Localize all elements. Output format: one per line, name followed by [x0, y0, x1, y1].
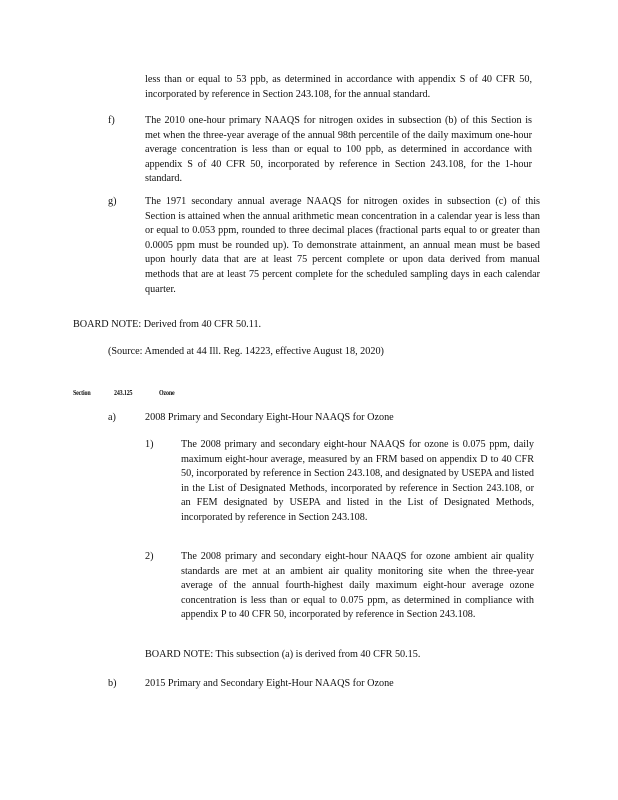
item-a1-text: The 2008 primary and secondary eight-hour NAAQS for ozone is 0.075 ppm, daily maximum eight-hour average, measured by an FRM based on appendix D to 40 CFR 50, incorporated by reference in Section 243.108, and designated by USEPA and listed in the List of Designated Methods, incorporated by reference in Section 243.108, or an FEM designated by USEPA and listed in the List of Designated Methods, incorporated by reference in Section 243.108.	[181, 439, 534, 523]
continued-paragraph: less than or equal to 53 ppb, as determined in accordance with appendix S of 40 CFR 50, incorporated by reference in Section 243.108, for the annual standard.	[145, 74, 532, 100]
section-number: 243.125	[114, 388, 133, 397]
item-a-label: a)	[108, 412, 116, 423]
item-a2-label: 2)	[145, 551, 154, 562]
item-b-heading: 2015 Primary and Secondary Eight-Hour NAAQS for Ozone	[145, 678, 394, 689]
section-word: Section	[73, 388, 91, 397]
item-g-label: g)	[108, 196, 117, 207]
item-f-label: f)	[108, 115, 115, 126]
item-g-text: The 1971 secondary annual average NAAQS for nitrogen oxides in subsection (c) of this Section is attained when the annual arithmetic mean concentration in a calendar year is less than or equal to 0.053 ppm, rounded to three decimal places (fractional parts equal to or greater than 0.0005 ppm must be rounded up). To demonstrate attainment, an annual mean must be based upon hourly data that are at least 75 percent complete or upon data derived from manual methods that are at least 75 percent complete for the scheduled sampling days in each calendar quarter.	[145, 196, 540, 295]
item-f-text: The 2010 one-hour primary NAAQS for nitrogen oxides in subsection (b) of this Section is met when the three-year average of the annual 98th percentile of the daily maximum one-hour average concentration is less than or equal to 100 ppb, as determined in accordance with appendix S of 40 CFR 50, incorporated by reference in Section 243.108, for the 1-hour standard.	[145, 115, 532, 185]
source-note: (Source: Amended at 44 Ill. Reg. 14223, effective August 18, 2020)	[108, 346, 384, 357]
section-title: Ozone	[159, 388, 175, 397]
board-note-ozone: BOARD NOTE: This subsection (a) is derived from 40 CFR 50.15.	[145, 649, 421, 660]
item-a1-label: 1)	[145, 439, 154, 450]
item-a-heading: 2008 Primary and Secondary Eight-Hour NAAQS for Ozone	[145, 412, 394, 423]
item-b-label: b)	[108, 678, 117, 689]
board-note-derived: BOARD NOTE: Derived from 40 CFR 50.11.	[73, 319, 262, 330]
item-a2-text: The 2008 primary and secondary eight-hour NAAQS for ozone ambient air quality standards are met at an ambient air quality monitoring site when the three-year average of the annual fourth-highest daily maximum eight-hour average ozone concentration is less than or equal to 0.075 ppm, as determined in compliance with appendix P to 40 CFR 50, incorporated by reference in Section 243.108.	[181, 551, 534, 621]
